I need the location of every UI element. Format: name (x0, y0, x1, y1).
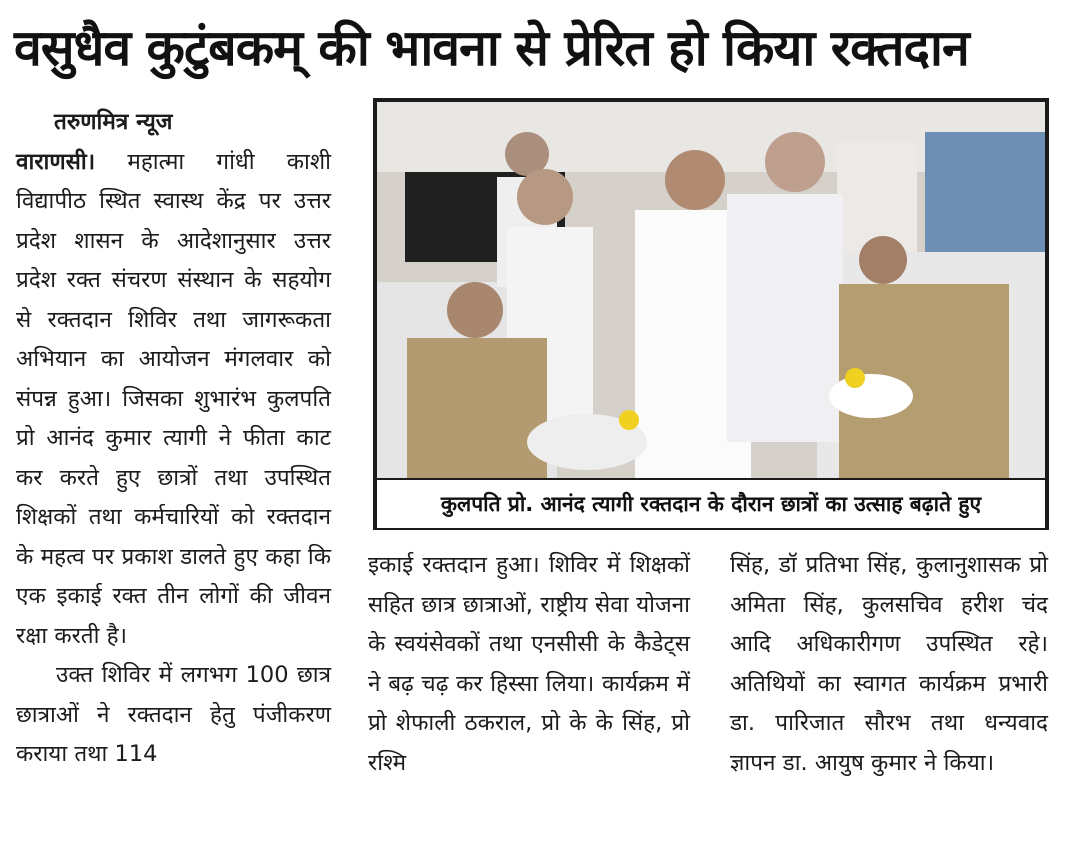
article-paragraph-1 (16, 143, 331, 657)
dateline: वाराणसी। (16, 148, 96, 175)
article-text-2: इकाई रक्तदान हुआ। शिविर में शिक्षकों सहित छात्र छात्राओं, राष्ट्रीय सेवा योजना के स्वयंसेवकों तथा एनसीसी के कैडेट्स ने बढ़ चढ़ कर हिस्सा लिया। कार्यक्रम में प्रो शेफाली ठकराल, प्रो के के सिंह, प्रो रश्मि (368, 552, 690, 776)
headline: वसुधैव कुटुंबकम् की भावना से प्रेरित हो किया रक्तदान (14, 19, 969, 77)
photo-frame (373, 98, 1049, 530)
byline: तरुणमित्र न्यूज (54, 109, 173, 135)
article-column-3 (730, 546, 1048, 783)
article-column-1 (16, 103, 331, 775)
article-column-2 (368, 546, 690, 783)
photo-caption: कुलपति प्रो. आनंद त्यागी रक्तदान के दौरान छात्रों का उत्साह बढ़ाते हुए (377, 480, 1045, 528)
blood-donation-photo (377, 102, 1045, 478)
news-photo (377, 102, 1045, 478)
article-text-1: महात्मा गांधी काशी विद्यापीठ स्थित स्वास्थ केंद्र पर उत्तर प्रदेश शासन के आदेशानुसार उत्तर प्रदेश रक्त संचरण संस्थान के सहयोग से रक्तदान शिविर तथा जागरूकता अभियान का आयोजन मंगलवार को संपन्न हुआ। जिसका शुभारंभ कुलपति प्रो आनंद कुमार त्यागी ने फीता काट कर करते हुए छात्रों तथा उपस्थित शिक्षकों तथा कर्मचारियों को रक्तदान के महत्व पर प्रकाश डालते हुए कहा कि एक इकाई रक्त तीन लोगों की जीवन रक्षा करती है। (16, 148, 331, 649)
article-paragraph-2: उक्त शिविर में लगभग 100 छात्र छात्राओं ने रक्तदान हेतु पंजीकरण कराया तथा 114 (16, 662, 331, 767)
article-text-3: सिंह, डॉ प्रतिभा सिंह, कुलानुशासक प्रो अमिता सिंह, कुलसचिव हरीश चंद आदि अधिकारीगण उपस्थित रहे। अतिथियों का स्वागत कार्यक्रम प्रभारी डा. पारिजात सौरभ तथा धन्यवाद ज्ञापन डा. आयुष कुमार ने किया। (730, 552, 1048, 776)
